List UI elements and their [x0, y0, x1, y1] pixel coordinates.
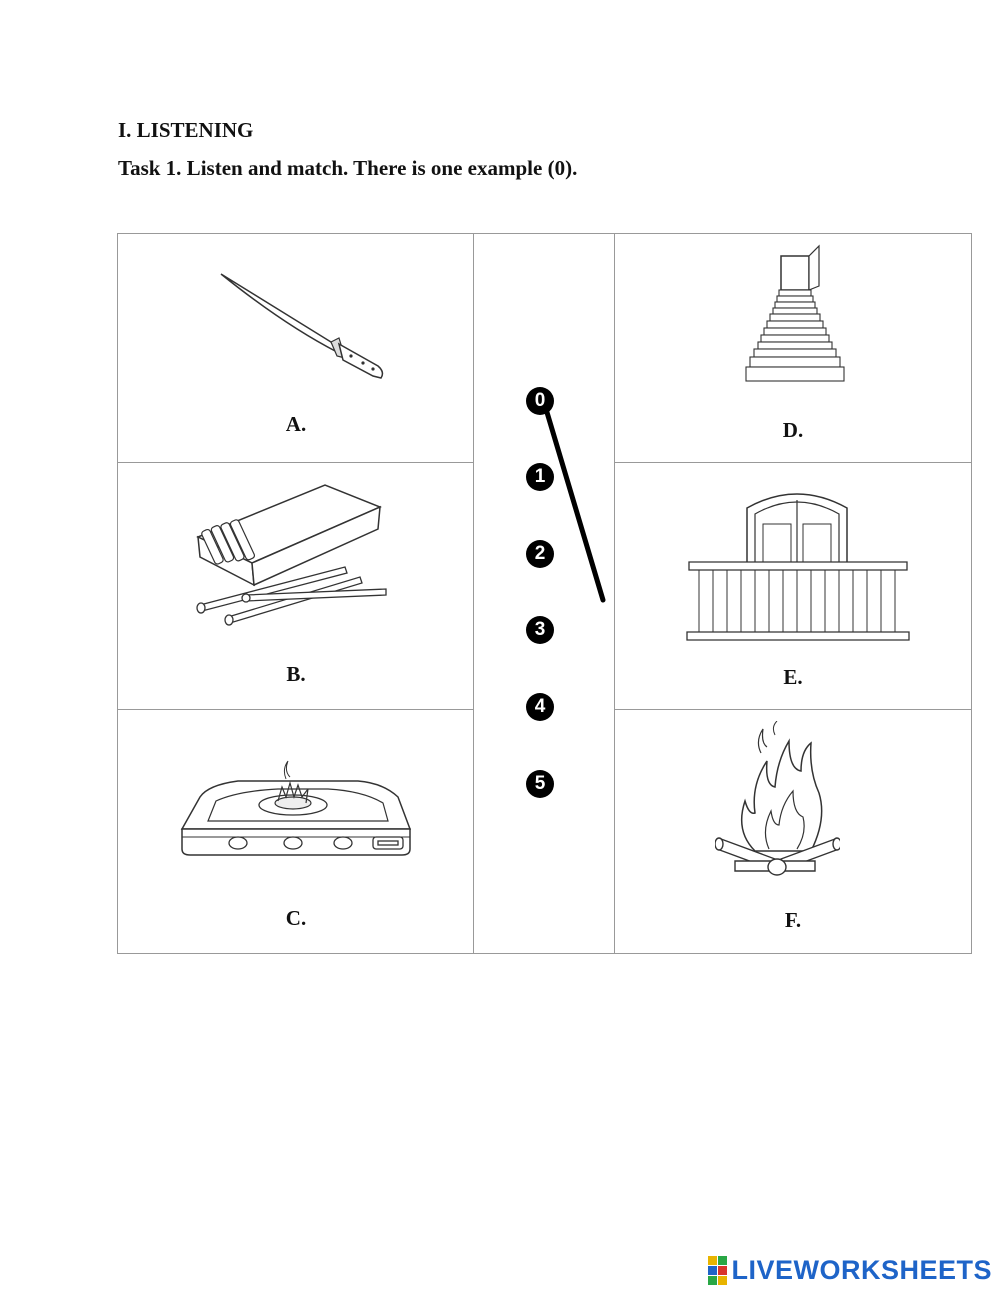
- item-a: [118, 234, 473, 462]
- matches-icon: [190, 477, 390, 632]
- number-2[interactable]: 2: [526, 540, 554, 568]
- task-instruction: Task 1. Listen and match. There is one example (0).: [118, 156, 578, 180]
- label-e: E.: [783, 665, 803, 689]
- number-4[interactable]: 4: [526, 693, 554, 721]
- label-a: A.: [285, 412, 307, 436]
- item-f: [615, 709, 972, 954]
- section-heading: I. LISTENING: [118, 118, 254, 142]
- number-5[interactable]: 5: [526, 770, 554, 798]
- knife-icon: [213, 266, 398, 386]
- item-b: [118, 462, 473, 709]
- item-e: [615, 462, 972, 709]
- stairs-icon: [735, 242, 855, 392]
- example-match-line: [474, 234, 614, 954]
- matching-table: [117, 233, 972, 954]
- liveworksheets-logo: [708, 1255, 992, 1286]
- number-0[interactable]: 0: [526, 387, 554, 415]
- label-d: D.: [782, 418, 804, 442]
- number-1[interactable]: 1: [526, 463, 554, 491]
- label-b: B.: [286, 662, 306, 686]
- label-f: F.: [784, 908, 802, 932]
- label-c: C.: [285, 906, 307, 930]
- brand-name: LIVEWORKSHEETS: [731, 1255, 992, 1285]
- numbers-column: [474, 234, 614, 954]
- item-d: [615, 234, 972, 462]
- number-3[interactable]: 3: [526, 616, 554, 644]
- logo-blocks-icon: [708, 1256, 727, 1285]
- campfire-icon: [715, 721, 840, 881]
- balcony-icon: [685, 484, 910, 644]
- item-c: [118, 709, 473, 954]
- gas-stove-icon: [178, 757, 413, 867]
